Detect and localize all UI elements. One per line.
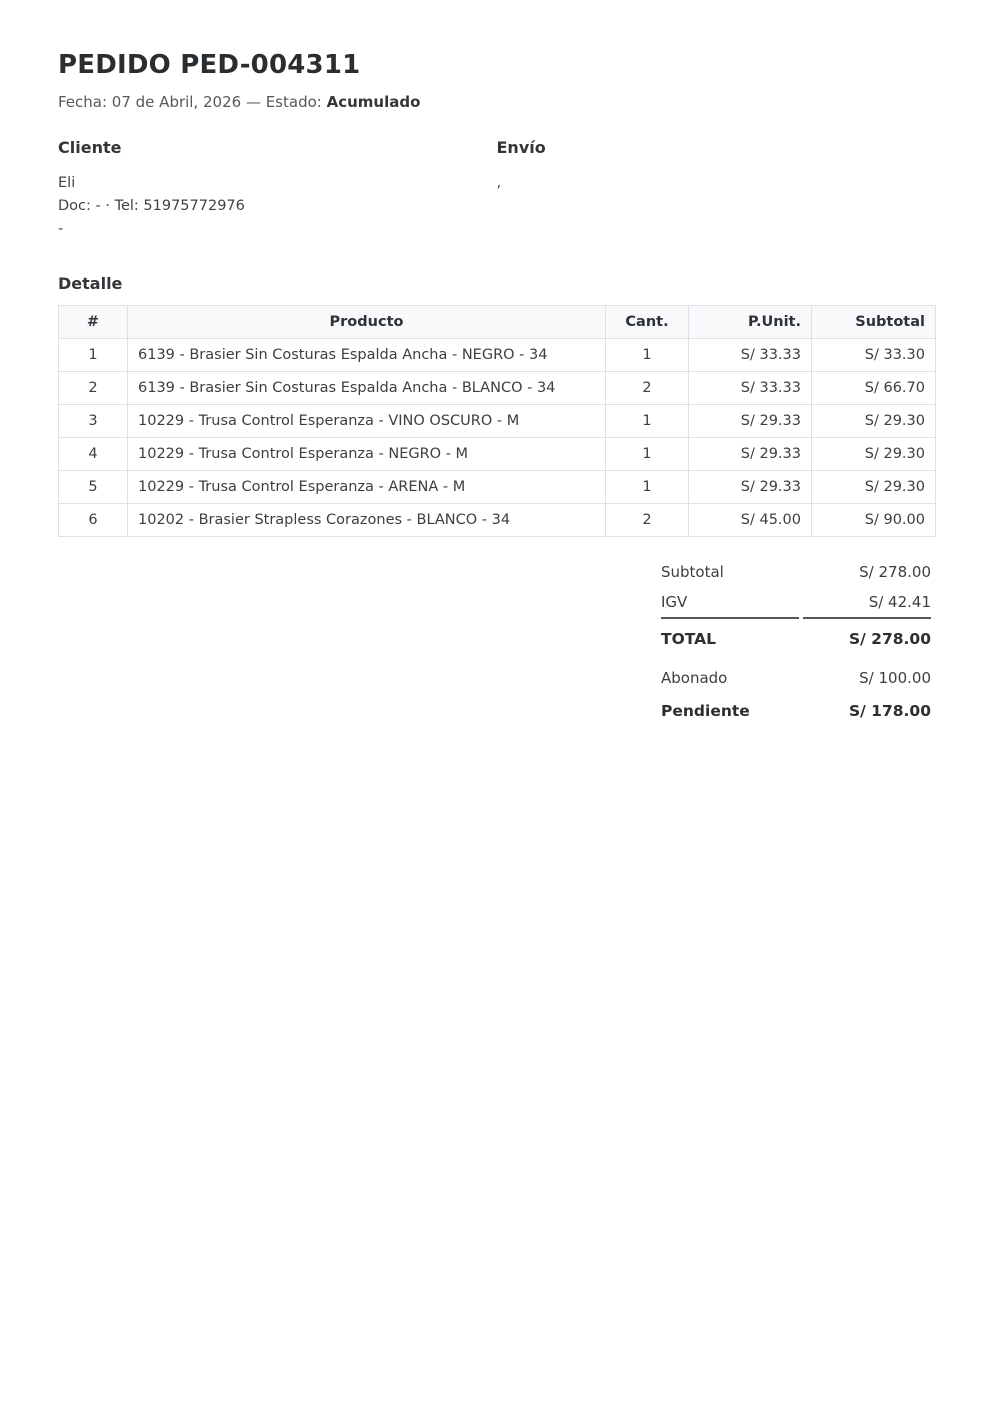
abonado-row: [661, 656, 931, 693]
row-punit: S/ 29.33: [689, 471, 812, 504]
order-meta: [58, 93, 935, 111]
customer-block: [58, 138, 497, 241]
col-header-cantidad: Cant.: [606, 306, 689, 339]
row-subtotal: S/ 29.30: [812, 471, 936, 504]
table-header-row: [59, 306, 936, 339]
total-value: S/ 278.00: [803, 617, 931, 656]
abonado-value: S/ 100.00: [859, 669, 931, 687]
table-row: [59, 405, 936, 438]
row-producto: 10202 - Brasier Strapless Corazones - BLANCO - 34: [128, 504, 606, 537]
customer-heading: Cliente: [58, 138, 122, 157]
row-punit: S/ 29.33: [689, 405, 812, 438]
igv-label: IGV: [661, 593, 688, 611]
col-header-punit: P.Unit.: [689, 306, 812, 339]
subtotal-row: [661, 557, 931, 587]
pendiente-value: S/ 178.00: [848, 702, 931, 720]
row-index: 1: [59, 339, 128, 372]
row-cantidad: 1: [606, 438, 689, 471]
abonado-label: Abonado: [661, 669, 728, 687]
row-punit: S/ 45.00: [689, 504, 812, 537]
order-meta-text: Fecha: 07 de Abril, 2026 — Estado:: [58, 93, 322, 111]
products-table: [58, 305, 936, 537]
row-subtotal: S/ 29.30: [812, 438, 936, 471]
table-row: [59, 471, 936, 504]
table-row: [59, 372, 936, 405]
total-label: TOTAL: [661, 617, 799, 656]
pendiente-row: [661, 693, 931, 726]
row-producto: 10229 - Trusa Control Esperanza - VINO OSCURO - M: [128, 405, 606, 438]
col-header-index: #: [59, 306, 128, 339]
row-subtotal: S/ 90.00: [812, 504, 936, 537]
table-row: [59, 339, 936, 372]
row-producto: 6139 - Brasier Sin Costuras Espalda Ancha - BLANCO - 34: [128, 372, 606, 405]
table-row: [59, 504, 936, 537]
row-index: 2: [59, 372, 128, 405]
row-subtotal: S/ 33.30: [812, 339, 936, 372]
row-punit: S/ 33.33: [689, 372, 812, 405]
row-cantidad: 1: [606, 471, 689, 504]
row-index: 5: [59, 471, 128, 504]
customer-name: Eli: [58, 175, 76, 191]
subtotal-value: S/ 278.00: [859, 563, 931, 581]
row-producto: 6139 - Brasier Sin Costuras Espalda Ancha - NEGRO - 34: [128, 339, 606, 372]
igv-row: [661, 587, 931, 617]
totals-table: [657, 557, 935, 726]
row-subtotal: S/ 29.30: [812, 405, 936, 438]
col-header-subtotal: Subtotal: [812, 306, 936, 339]
row-producto: 10229 - Trusa Control Esperanza - ARENA - M: [128, 471, 606, 504]
row-punit: S/ 29.33: [689, 438, 812, 471]
col-header-producto: Producto: [128, 306, 606, 339]
order-status: Acumulado: [326, 93, 421, 111]
customer-doc-tel: Doc: - · Tel: 51975772976: [58, 198, 245, 214]
row-subtotal: S/ 66.70: [812, 372, 936, 405]
row-cantidad: 2: [606, 504, 689, 537]
row-punit: S/ 33.33: [689, 339, 812, 372]
detail-heading: Detalle: [58, 274, 123, 293]
table-row: [59, 438, 936, 471]
page-title: PEDIDO PED-004311: [58, 50, 361, 80]
subtotal-label: Subtotal: [661, 563, 724, 581]
total-row: [661, 617, 931, 656]
row-index: 6: [59, 504, 128, 537]
customer-extra: -: [58, 221, 64, 237]
shipping-address: ,: [496, 175, 502, 191]
shipping-heading: Envío: [496, 138, 546, 157]
row-index: 4: [59, 438, 128, 471]
igv-value: S/ 42.41: [868, 593, 931, 611]
shipping-block: [497, 138, 936, 241]
row-index: 3: [59, 405, 128, 438]
row-producto: 10229 - Trusa Control Esperanza - NEGRO - M: [128, 438, 606, 471]
customer-shipping-section: [58, 138, 935, 241]
row-cantidad: 2: [606, 372, 689, 405]
row-cantidad: 1: [606, 405, 689, 438]
row-cantidad: 1: [606, 339, 689, 372]
pendiente-label: Pendiente: [661, 702, 750, 720]
